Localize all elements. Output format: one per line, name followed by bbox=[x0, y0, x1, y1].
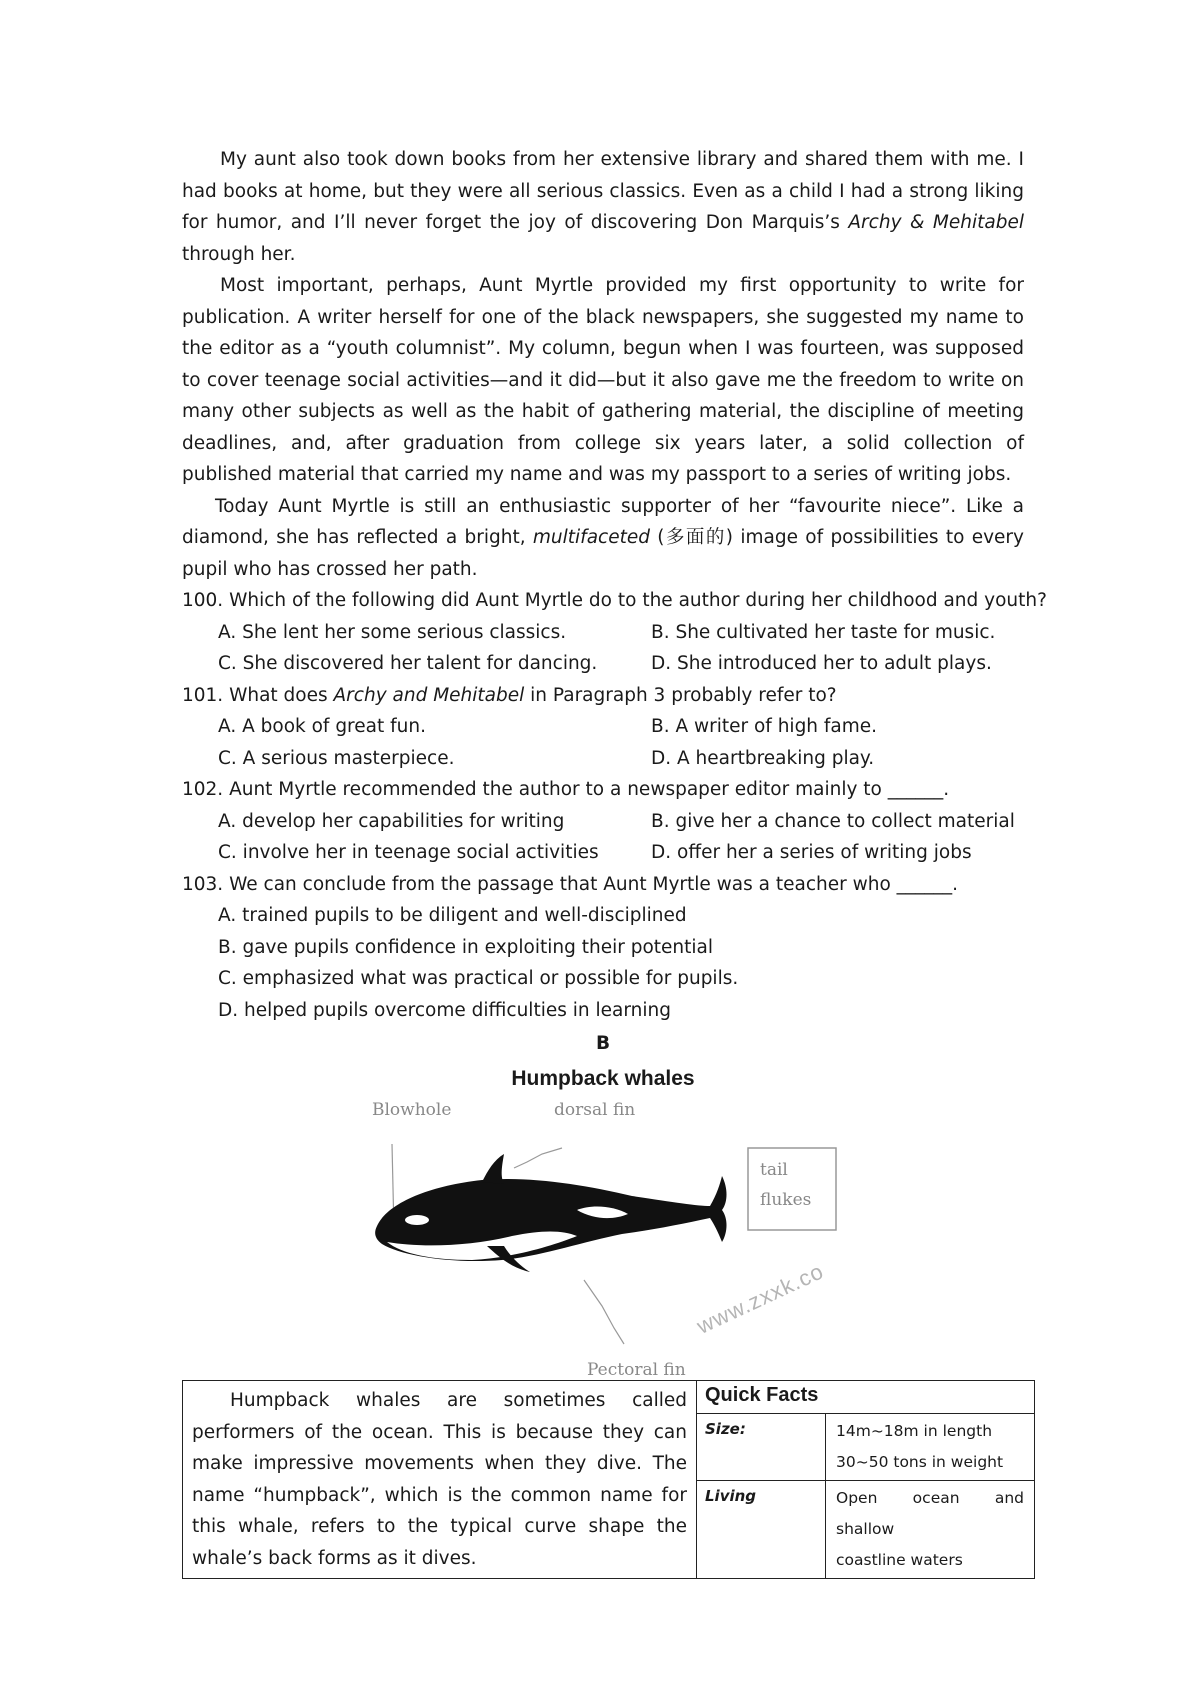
fact-key-living: Living bbox=[697, 1481, 826, 1579]
option: D. She introduced her to adult plays. bbox=[651, 653, 992, 674]
pectoral-fin-label: Pectoral fin bbox=[587, 1359, 686, 1380]
blowhole-label: Blowhole bbox=[372, 1099, 452, 1120]
option: C. involve her in teenage social activities bbox=[218, 842, 599, 863]
fact-key-size: Size: bbox=[697, 1414, 826, 1481]
tail-label: tail bbox=[760, 1159, 788, 1180]
question-options bbox=[182, 900, 1024, 1026]
option: D. helped pupils overcome difficulties in learning bbox=[218, 999, 671, 1021]
question-stem: 102. Aunt Myrtle recommended the author to a newspaper editor mainly to ______. bbox=[182, 779, 950, 800]
whale-diagram bbox=[182, 1096, 1024, 1396]
dorsal-fin-label: dorsal fin bbox=[554, 1099, 636, 1120]
passage-paragraph: Most important, perhaps, Aunt Myrtle provided my first opportunity to write for publication. A writer herself for one of the black newspapers, she suggested my name to the editor as a “youth columnist”. My column, begun when I was fourteen, was supposed to cover teenage social activities—and it did—but it also gave me the freedom to write on many other subjects as well as the habit of gathering material, the discipline of meeting deadlines, and, after graduation from college six years later, a solid collection of published material that carried my name and was my passport to a series of writing jobs. bbox=[182, 275, 1024, 485]
whale-illustration-icon bbox=[182, 1096, 1024, 1396]
option: D. offer her a series of writing jobs bbox=[651, 842, 972, 863]
section-letter: B bbox=[595, 1033, 611, 1054]
fact-value-living: Open ocean and shallow coastline waters bbox=[826, 1481, 1035, 1579]
question-stem: 100. Which of the following did Aunt Myrtle do to the author during her childhood and youth? bbox=[182, 590, 1047, 611]
question-stem: 103. We can conclude from the passage that Aunt Myrtle was a teacher who ______. bbox=[182, 873, 959, 895]
option: A. A book of great fun. bbox=[218, 716, 426, 737]
question-stem: 101. What does Archy and Mehitabel in Paragraph 3 probably refer to? bbox=[182, 684, 837, 706]
watermark: www.zxxk.co bbox=[692, 1257, 828, 1339]
fact-value-size: 14m~18m in length 30~50 tons in weight bbox=[826, 1414, 1035, 1481]
option: C. emphasized what was practical or possible for pupils. bbox=[218, 968, 739, 989]
option: A. She lent her some serious classics. bbox=[218, 621, 567, 643]
flukes-label: flukes bbox=[760, 1189, 812, 1210]
option: D. A heartbreaking play. bbox=[651, 747, 875, 769]
option: B. gave pupils confidence in exploiting their potential bbox=[218, 936, 714, 958]
option: C. She discovered her talent for dancing. bbox=[218, 653, 598, 674]
option: A. develop her capabilities for writing bbox=[218, 810, 565, 832]
option: B. She cultivated her taste for music. bbox=[651, 621, 996, 643]
section-title: Humpback whales bbox=[511, 1066, 695, 1090]
option: B. A writer of high fame. bbox=[651, 716, 878, 737]
question-options bbox=[182, 617, 1024, 680]
passage-paragraph: Today Aunt Myrtle is still an enthusiastic supporter of her “favourite niece”. Like a diamond, she has reflected a bright, multifaceted (多面的) image of possibilities to every pupil who has crossed her path. bbox=[182, 495, 1024, 580]
document-page bbox=[182, 144, 1047, 1396]
question-options bbox=[182, 806, 1024, 869]
option: C. A serious masterpiece. bbox=[218, 747, 455, 769]
option: A. trained pupils to be diligent and well-disciplined bbox=[218, 905, 687, 926]
info-table bbox=[182, 1380, 1035, 1579]
whale-description: Humpback whales are sometimes called performers of the ocean. This is because they can make impressive movements when they dive. The name “humpback”, which is the common name for this whale, refers to the typical curve shape the whale’s back forms as it dives. bbox=[183, 1381, 697, 1579]
quick-facts-heading: Quick Facts bbox=[697, 1381, 1035, 1414]
question-options bbox=[182, 711, 1024, 774]
option: B. give her a chance to collect material bbox=[651, 810, 1015, 832]
passage-paragraph: My aunt also took down books from her extensive library and shared them with me. I had books at home, but they were all serious classics. Even as a child I had a strong liking for humor, and I’ll never forget the joy of discovering Don Marquis’s Archy & Mehitabel through her. bbox=[182, 149, 1024, 265]
